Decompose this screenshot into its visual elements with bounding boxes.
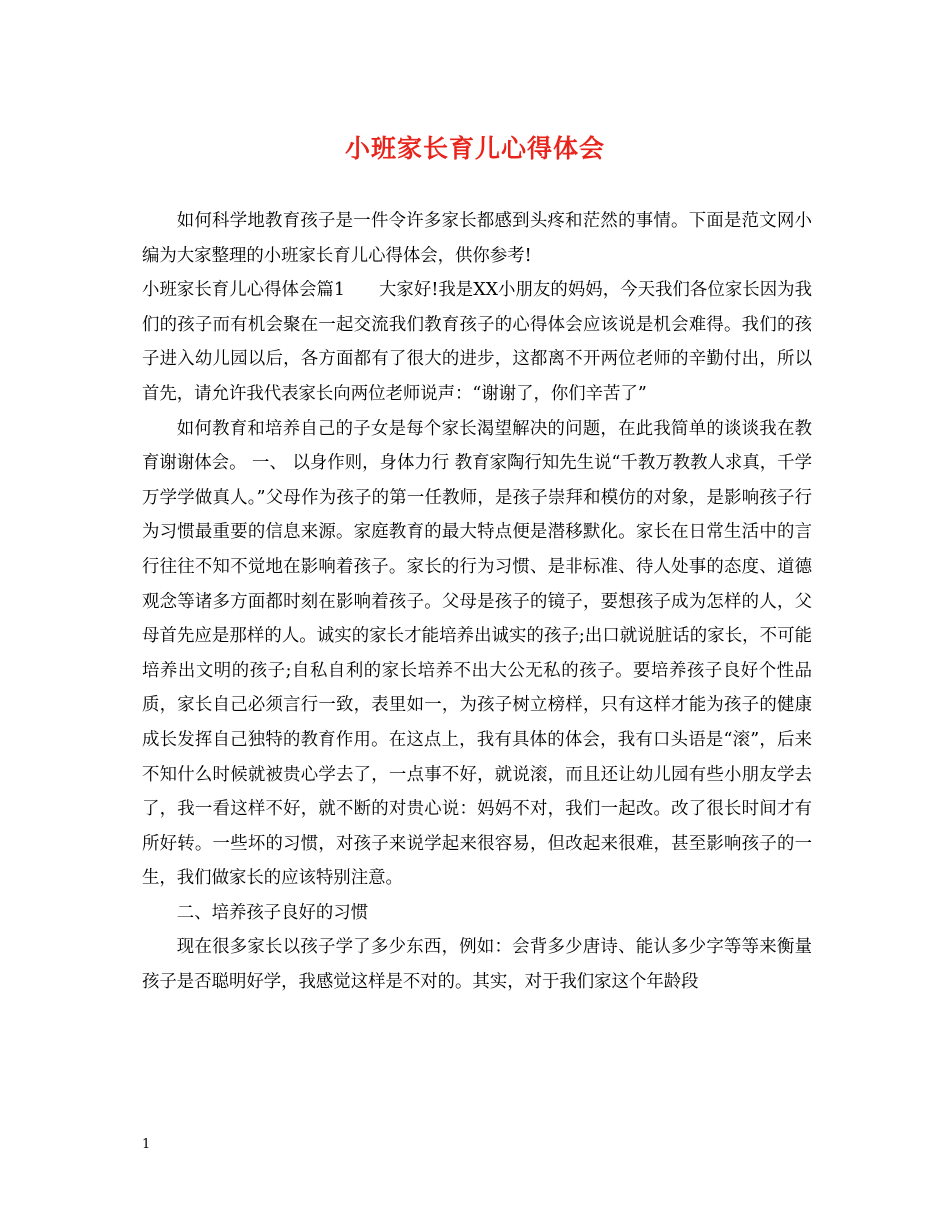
- section-1-heading: 小班家长育儿心得体会篇1: [142, 280, 345, 301]
- paragraph-lead-by-example: 如何教育和培养自己的子女是每个家长渴望解决的问题，在此我简单的谈谈我在教育谢谢体会。 一、 以身作则，身体力行 教育家陶行知先生说“千教万教教人求真，千学万学学做真人。”父母作为孩子的第一任教师，是孩子崇拜和模仿的对象，是影响孩子行为习惯最重要的信息来源。家庭教育的最大特点便是潜移默化。家长在日常生活中的言行往往不知不觉地在影响着孩子。家长的行为习惯、是非标准、待人处事的态度、道德观念等诸多方面都时刻在影响着孩子。父母是孩子的镜子，要想孩子成为怎样的人，父母首先应是那样的人。诚实的家长才能培养出诚实的孩子;出口就说脏话的家长，不可能培养出文明的孩子;自私自利的家长培养不出大公无私的孩子。要培养孩子良好个性品质，家长自己必须言行一致，表里如一，为孩子树立榜样，只有这样才能为孩子的健康成长发挥自己独特的教育作用。在这点上，我有具体的体会，我有口头语是“滚”，后来不知什么时候就被贵心学去了，一点事不好，就说滚，而且还让幼儿园有些小朋友学去了，我一看这样不好，就不断的对贵心说：妈妈不对，我们一起改。改了很长时间才有所好转。一些坏的习惯，对孩子来说学起来很容易，但改起来很难，甚至影响孩子的一生，我们做家长的应该特别注意。: [142, 418, 812, 889]
- document-title: 小班家长育儿心得体会: [344, 134, 605, 163]
- paragraph-good-habits: 现在很多家长以孩子学了多少东西，例如：会背多少唐诗、能认多少字等等来衡量孩子是否聪明好学，我感觉这样是不对的。其实，对于我们家这个年龄段: [142, 937, 812, 993]
- section-1-paragraph: [142, 273, 812, 411]
- page-number: 1: [142, 1137, 151, 1152]
- document-body: [142, 204, 812, 1000]
- heading-good-habits: 二、培养孩子良好的习惯: [176, 902, 369, 923]
- intro-paragraph: 如何科学地教育孩子是一件令许多家长都感到头疼和茫然的事情。下面是范文网小编为大家整理的小班家长育儿心得体会，供你参考!: [142, 211, 812, 266]
- section-1-text: 大家好!我是XX小朋友的妈妈，今天我们各位家长因为我们的孩子而有机会聚在一起交流我们教育孩子的心得体会应该说是机会难得。我们的孩子进入幼儿园以后，各方面都有了很大的进步，这都离不开两位老师的辛勤付出，所以首先，请允许我代表家长向两位老师说声：“谢谢了，你们辛苦了”: [142, 280, 812, 404]
